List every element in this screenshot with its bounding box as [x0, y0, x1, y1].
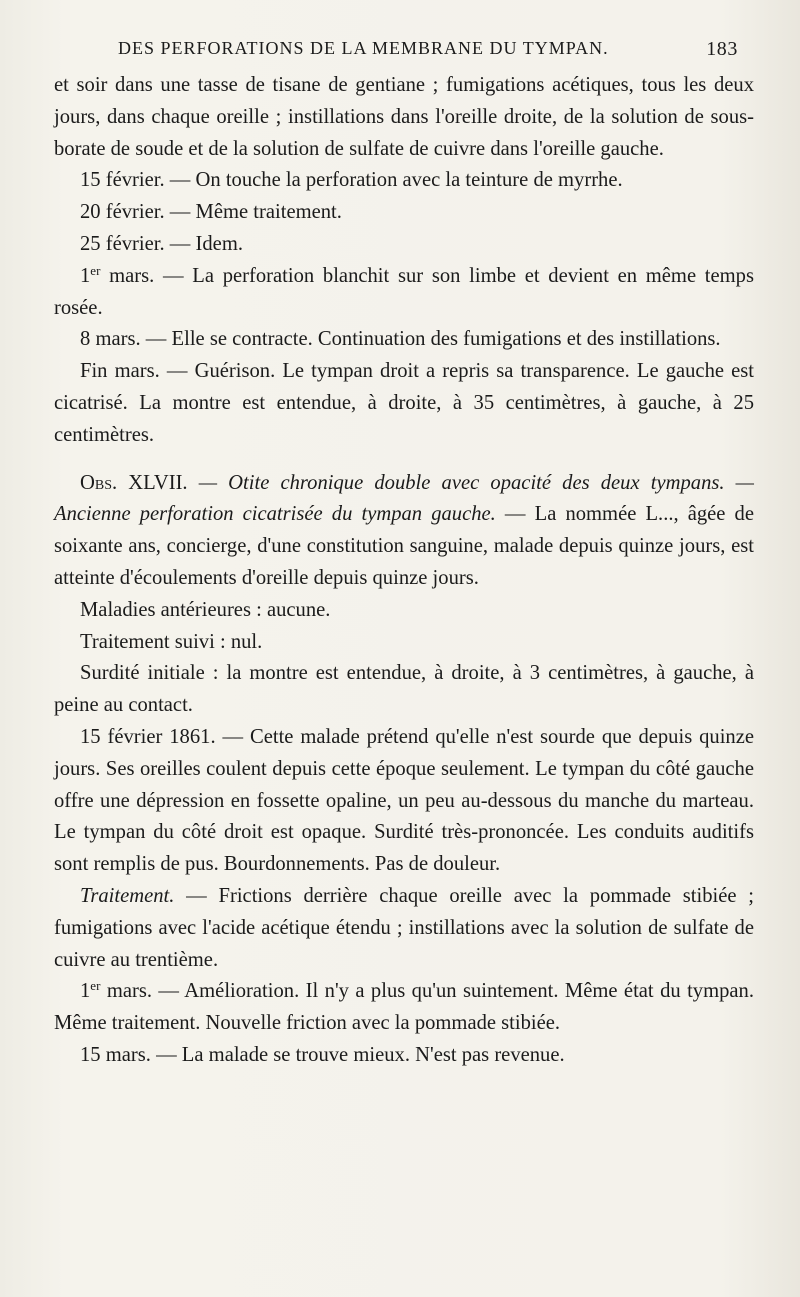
paragraph-treatment-continued: et soir dans une tasse de tisane de gentiane ; fumigations acétiques, tous les deux jours, dans chaque oreille ; instillations dans l'oreille droite, de la solution de sous-borate de soude et de la solution de sulfate de cuivre dans l'oreille gauche.	[54, 74, 754, 160]
page-header	[118, 36, 738, 66]
paragraph-text: mars. — Amélioration. Il n'y a plus qu'un suintement. Même état du tympan. Même traitement. Nouvelle friction avec la pommade stibiée.	[54, 980, 754, 1035]
paragraph-surdite-initiale: Surdité initiale : la montre est entendue, à droite, à 3 centimètres, à gauche, à peine au contact.	[54, 662, 754, 717]
paragraph-15-mars: 15 mars. — La malade se trouve mieux. N'est pas revenue.	[80, 1043, 565, 1066]
paragraph-text: — Frictions derrière chaque oreille avec la pommade stibiée ; fumigations avec l'acide acétique étendu ; instillations avec la solution de sulfate de cuivre au trentième.	[54, 884, 754, 971]
ordinal-suffix: er	[90, 262, 101, 278]
paragraph-20-fevrier: 20 février. — Même traitement.	[80, 201, 342, 224]
paragraph-1er-mars	[54, 261, 754, 325]
page-number: 183	[706, 38, 738, 60]
paragraph-1er-mars-amelioration	[54, 976, 754, 1040]
traitement-label: Traitement.	[80, 884, 175, 907]
paragraph-fin-mars: Fin mars. — Guérison. Le tympan droit a repris sa transparence. Le gauche est cicatrisé. La montre est entendue, à droite, à 35 centimètres, à gauche, à 25 centimètres.	[54, 360, 754, 446]
paragraph-text: mars. — La perforation blanchit sur son limbe et devient en même temps rosée.	[54, 264, 754, 319]
observation-text: — La nommée L..., âgée de soixante ans, concierge, d'une constitution sanguine, malade depuis quinze jours, est atteinte d'écoulements d'oreille depuis quinze jours.	[54, 503, 754, 589]
paragraph-8-mars: 8 mars. — Elle se contracte. Continuation des fumigations et des instillations.	[80, 328, 721, 351]
body-text	[54, 70, 754, 1072]
paragraph-maladies-anterieures: Maladies antérieures : aucune.	[80, 598, 331, 621]
paragraph-traitement	[54, 881, 754, 976]
ordinal-suffix: er	[90, 978, 101, 994]
date-day: 1	[80, 980, 91, 1003]
paragraph-25-fevrier: 25 février. — Idem.	[80, 232, 243, 255]
paragraph-15-fevrier-1861: 15 février 1861. — Cette malade prétend qu'elle n'est sourde que depuis quinze jours. Ses oreilles coulent depuis cette époque seulement. Le tympan du côté gauche offre une dépression en fossette opaline, un peu au-dessous du manche du marteau. Le tympan du côté droit est opaque. Surdité très-prononcée. Les conduits auditifs sont remplis de pus. Bourdonnements. Pas de douleur.	[54, 725, 754, 876]
paragraph-15-fevrier: 15 février. — On touche la perforation avec la teinture de myrrhe.	[80, 169, 623, 192]
observation-label: Obs. XLVII.	[80, 471, 188, 494]
date-day: 1	[80, 264, 91, 287]
observation-xlvii	[54, 468, 754, 595]
running-title: DES PERFORATIONS DE LA MEMBRANE DU TYMPAN.	[118, 38, 609, 58]
observation-title: — Otite chronique double avec opacité des deux tympans. — Ancienne perforation cicatrisée du tympan gauche.	[54, 471, 754, 526]
paragraph-traitement-suivi: Traitement suivi : nul.	[80, 630, 263, 653]
